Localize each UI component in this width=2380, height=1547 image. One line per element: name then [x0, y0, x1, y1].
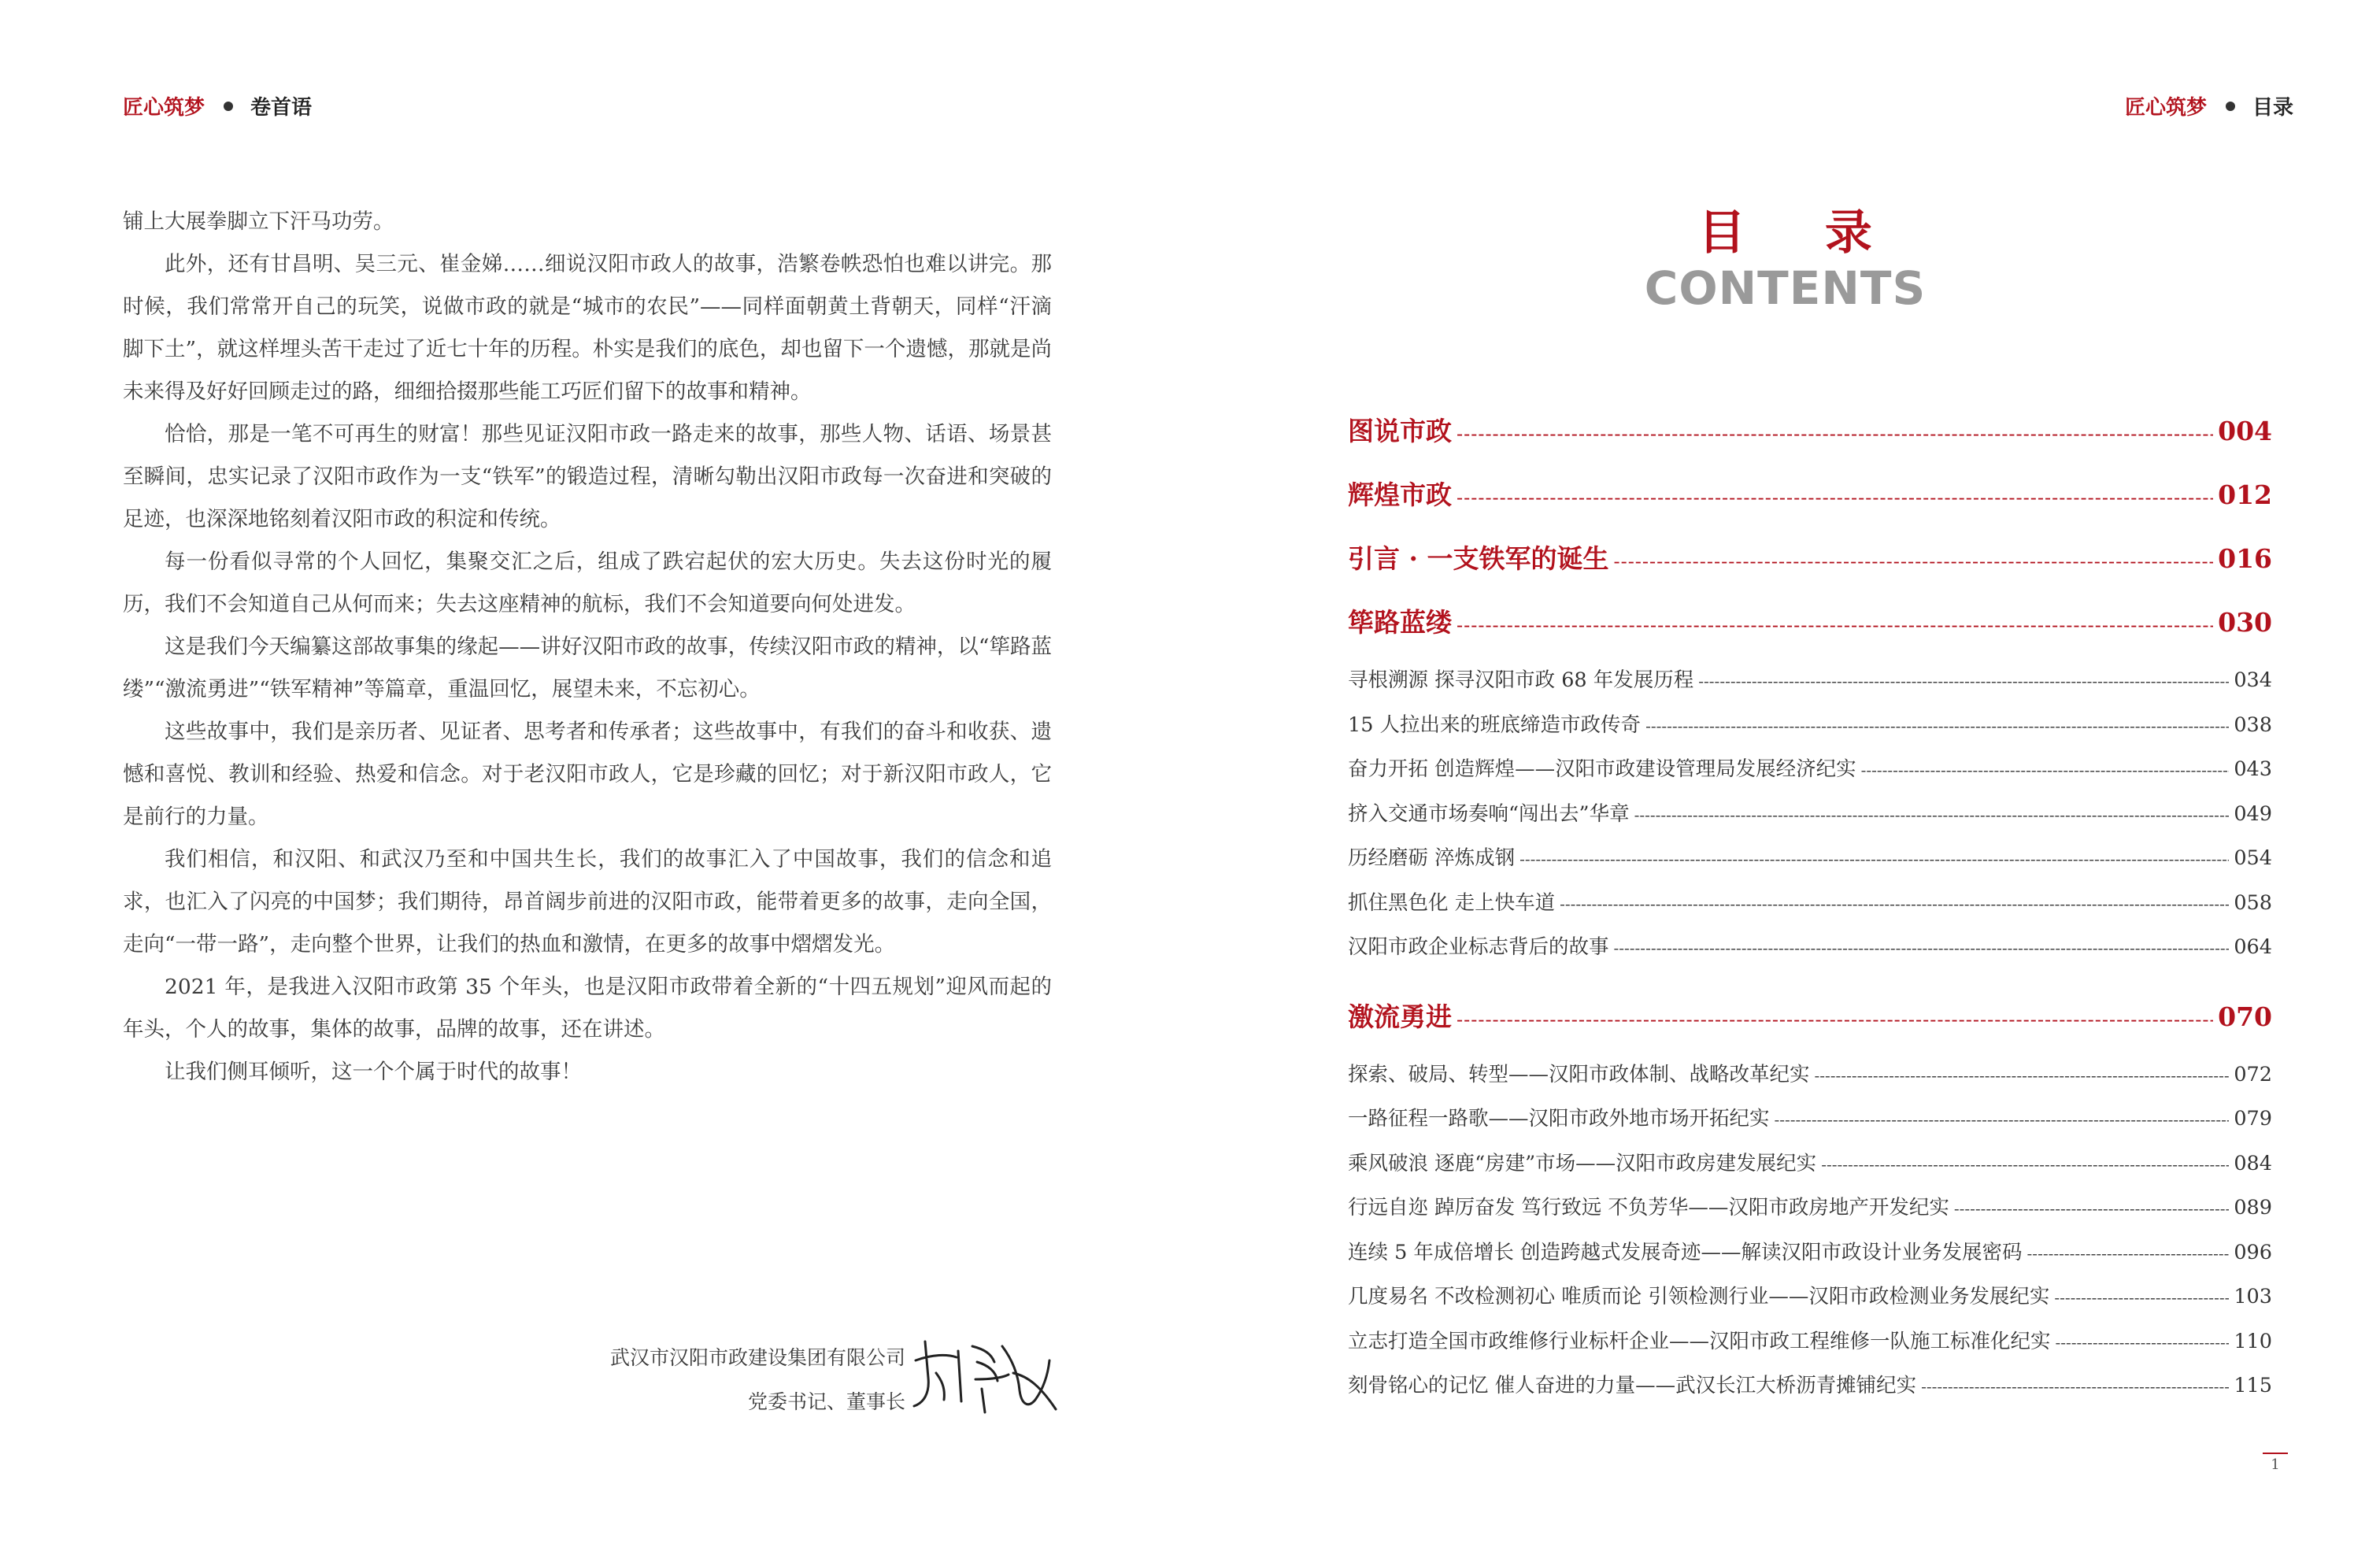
toc-label: 筚路蓝缕: [1348, 607, 1452, 638]
toc-dot-leader: [1613, 539, 2213, 583]
toc-section-row[interactable]: [1348, 601, 2272, 664]
toc-dot-leader: [1775, 1104, 2230, 1135]
toc-label: 抓住黑色化 走上快车道: [1348, 890, 1556, 915]
toc-label: 刻骨铭心的记忆 催人奋进的力量——武汉长江大桥沥青摊铺纪实: [1348, 1374, 1917, 1397]
toc-subtitle: CONTENTS: [1644, 261, 1927, 315]
toc-section-row[interactable]: [1348, 473, 2272, 537]
toc-entry-row[interactable]: [1348, 931, 2272, 976]
toc-label: 行远自迩 踔厉奋发 笃行致远 不负芳华——汉阳市政房地产开发纪实: [1348, 1196, 1949, 1219]
toc-label: 寻根溯源 探寻汉阳市政 68 年发展历程: [1348, 668, 1694, 692]
toc-page-number: 054: [2234, 846, 2272, 870]
toc-dot-leader: [1560, 888, 2229, 920]
toc-page-number: 070: [2218, 1001, 2272, 1032]
toc-dot-leader: [1634, 799, 2230, 831]
toc-page-number: 012: [2218, 479, 2272, 510]
toc-page-number: 072: [2234, 1062, 2272, 1086]
toc-page-number: 096: [2234, 1240, 2272, 1264]
toc-page-number: 058: [2234, 890, 2272, 915]
toc-dot-leader: [1698, 665, 2229, 697]
toc-page-number: 038: [2234, 712, 2272, 737]
toc-label: 15 人拉出来的班底缔造市政传奇: [1348, 712, 1642, 737]
toc-section-row[interactable]: [1348, 409, 2272, 473]
preface-paragraph: 2021 年，是我进入汉阳市政第 35 个年头，也是汉阳市政带着全新的“十四五规划”迎风而起的年头，个人的故事，集体的故事，品牌的故事，还在讲述。: [123, 975, 1052, 1042]
preface-text: [123, 201, 1052, 1094]
toc-label: 探索、破局、转型——汉阳市政体制、战略改革纪实: [1348, 1062, 1810, 1086]
running-header-right: [2125, 91, 2293, 120]
toc-dot-leader: [1821, 1149, 2229, 1180]
toc-page-number: 030: [2218, 607, 2272, 638]
toc-dot-leader: [1815, 1060, 2230, 1091]
header-bullet-icon: [224, 102, 233, 111]
toc-entry-row[interactable]: [1348, 664, 2272, 709]
toc-page-number: 079: [2234, 1107, 2272, 1131]
toc-label: 激流勇进: [1348, 1001, 1452, 1032]
toc-label: 几度易名 不改检测初心 唯质而论 引领检测行业——汉阳市政检测业务发展纪实: [1348, 1285, 2050, 1308]
toc-entry-row[interactable]: [1348, 1192, 2272, 1237]
toc-section-row[interactable]: [1348, 995, 2272, 1059]
toc-page-number: 064: [2234, 935, 2272, 959]
toc-dot-leader: [2054, 1282, 2229, 1313]
folio-rule: [2263, 1453, 2288, 1454]
preface-paragraph: 我们相信，和汉阳、和武汉乃至和中国共生长，我们的故事汇入了中国故事，我们的信念和追求，也汇入了闪亮的中国梦；我们期待，昂首阔步前进的汉阳市政，能带着更多的故事，走向全国，走向“一带一路”，走向整个世界，让我们的热血和激情，在更多的故事中熠熠发光。: [123, 847, 1052, 957]
toc-page-number: 043: [2234, 757, 2272, 781]
toc-dot-leader: [1614, 932, 2230, 964]
toc-dot-leader: [1457, 476, 2213, 520]
page-number: 1: [2271, 1456, 2280, 1473]
preface-paragraph: 这些故事中，我们是亲历者、见证者、思考者和传承者；这些故事中，有我们的奋斗和收获、遗憾和喜悦、教训和经验、热爱和信念。对于老汉阳市政人，它是珍藏的回忆；对于新汉阳市政人，它是前行的力量。: [123, 720, 1052, 829]
toc-dot-leader: [1645, 710, 2229, 742]
toc-entry-row[interactable]: [1348, 798, 2272, 843]
toc-page-number: 103: [2234, 1285, 2272, 1308]
toc-entry-row[interactable]: [1348, 1326, 2272, 1371]
toc-label: 挤入交通市场奏响“闯出去”华章: [1348, 801, 1630, 826]
toc-page-number: 004: [2218, 416, 2272, 446]
toc-entry-row[interactable]: [1348, 1237, 2272, 1282]
toc-entry-row[interactable]: [1348, 753, 2272, 798]
toc-page-number: 016: [2218, 543, 2272, 574]
table-of-contents: [1348, 409, 2272, 1415]
signature-block: [535, 1336, 905, 1424]
preface-paragraph: 此外，还有甘昌明、吴三元、崔金娣……细说汉阳市政人的故事，浩繁卷帙恐怕也难以讲完。那时候，我们常常开自己的玩笑，说做市政的就是“城市的农民”——同样面朝黄土背朝天，同样“汗滴脚下土”，就这样埋头苦干走过了近七十年的历程。朴实是我们的底色，却也留下一个遗憾，那就是尚未来得及好好回顾走过的路，细细拾掇那些能工巧匠们留下的故事和精神。: [123, 252, 1052, 404]
handwritten-signature-icon: [909, 1330, 1059, 1417]
toc-title: 目 录: [1698, 205, 1904, 261]
toc-page-number: 089: [2234, 1196, 2272, 1219]
toc-page-number: 034: [2234, 668, 2272, 692]
toc-page-number: 110: [2234, 1329, 2272, 1353]
header-brand: 匠心筑梦: [123, 96, 205, 120]
toc-page-number: 049: [2234, 801, 2272, 826]
toc-entry-row[interactable]: [1348, 887, 2272, 932]
preface-paragraph: 这是我们今天编纂这部故事集的缘起——讲好汉阳市政的故事，传续汉阳市政的精神，以“筚路蓝缕”“激流勇进”“铁军精神”等篇章，重温回忆，展望未来，不忘初心。: [123, 635, 1052, 701]
toc-entry-row[interactable]: [1348, 1281, 2272, 1326]
toc-dot-leader: [1861, 754, 2230, 786]
toc-label: 连续 5 年成倍增长 创造跨越式发展奇迹——解读汉阳市政设计业务发展密码: [1348, 1240, 2023, 1264]
toc-label: 历经磨砺 淬炼成钢: [1348, 846, 1516, 870]
header-bullet-icon: [2226, 102, 2235, 111]
header-section: 目录: [2252, 96, 2293, 120]
signer-organization: 武汉市汉阳市政建设集团有限公司: [609, 1346, 905, 1369]
header-brand: 匠心筑梦: [2124, 96, 2207, 120]
toc-label: 奋力开拓 创造辉煌——汉阳市政建设管理局发展经济纪实: [1348, 757, 1856, 781]
preface-paragraph: 让我们侧耳倾听，这一个个属于时代的故事！: [165, 1060, 582, 1084]
toc-dot-leader: [1921, 1371, 2229, 1402]
preface-paragraph: 恰恰，那是一笔不可再生的财富！那些见证汉阳市政一路走来的故事，那些人物、话语、场景甚至瞬间，忠实记录了汉阳市政作为一支“铁军”的锻造过程，清晰勾勒出汉阳市政每一次奋进和突破的足迹，也深深地铭刻着汉阳市政的积淀和传统。: [123, 422, 1052, 531]
toc-dot-leader: [1457, 997, 2213, 1042]
toc-dot-leader: [1457, 603, 2213, 647]
preface-paragraph: 每一份看似寻常的个人回忆，集聚交汇之后，组成了跌宕起伏的宏大历史。失去这份时光的履历，我们不会知道自己从何而来；失去这座精神的航标，我们不会知道要向何处进发。: [123, 550, 1052, 616]
header-section: 卷首语: [250, 96, 313, 120]
toc-label: 引言 · 一支铁军的诞生: [1348, 543, 1609, 574]
toc-dot-leader: [1457, 412, 2213, 456]
toc-entry-row[interactable]: [1348, 1148, 2272, 1193]
toc-label: 辉煌市政: [1348, 479, 1452, 510]
toc-label: 乘风破浪 逐鹿“房建”市场——汉阳市政房建发展纪实: [1348, 1151, 1817, 1175]
toc-entry-row[interactable]: [1348, 1370, 2272, 1415]
toc-label: 立志打造全国市政维修行业标杆企业——汉阳市政工程维修一队施工标准化纪实: [1348, 1329, 2051, 1353]
toc-dot-leader: [1519, 843, 2229, 875]
toc-section-row[interactable]: [1348, 537, 2272, 601]
toc-entry-row[interactable]: [1348, 709, 2272, 754]
toc-dot-leader: [2056, 1327, 2230, 1358]
toc-label: 一路征程一路歌——汉阳市政外地市场开拓纪实: [1348, 1107, 1770, 1131]
right-page: [1190, 0, 2380, 1547]
toc-label: 汉阳市政企业标志背后的故事: [1348, 935, 1609, 959]
toc-entry-row[interactable]: [1348, 1059, 2272, 1104]
toc-label: 图说市政: [1348, 416, 1452, 446]
toc-page-number: 115: [2234, 1374, 2272, 1397]
running-header-left: [123, 91, 312, 120]
toc-page-number: 084: [2234, 1151, 2272, 1175]
toc-entry-row[interactable]: [1348, 1103, 2272, 1148]
toc-dot-leader: [2027, 1238, 2230, 1269]
toc-dot-leader: [1954, 1193, 2230, 1224]
signer-title: 党委书记、董事长: [747, 1390, 905, 1413]
toc-entry-row[interactable]: [1348, 842, 2272, 887]
preface-paragraph: 铺上大展拳脚立下汗马功劳。: [123, 209, 394, 234]
